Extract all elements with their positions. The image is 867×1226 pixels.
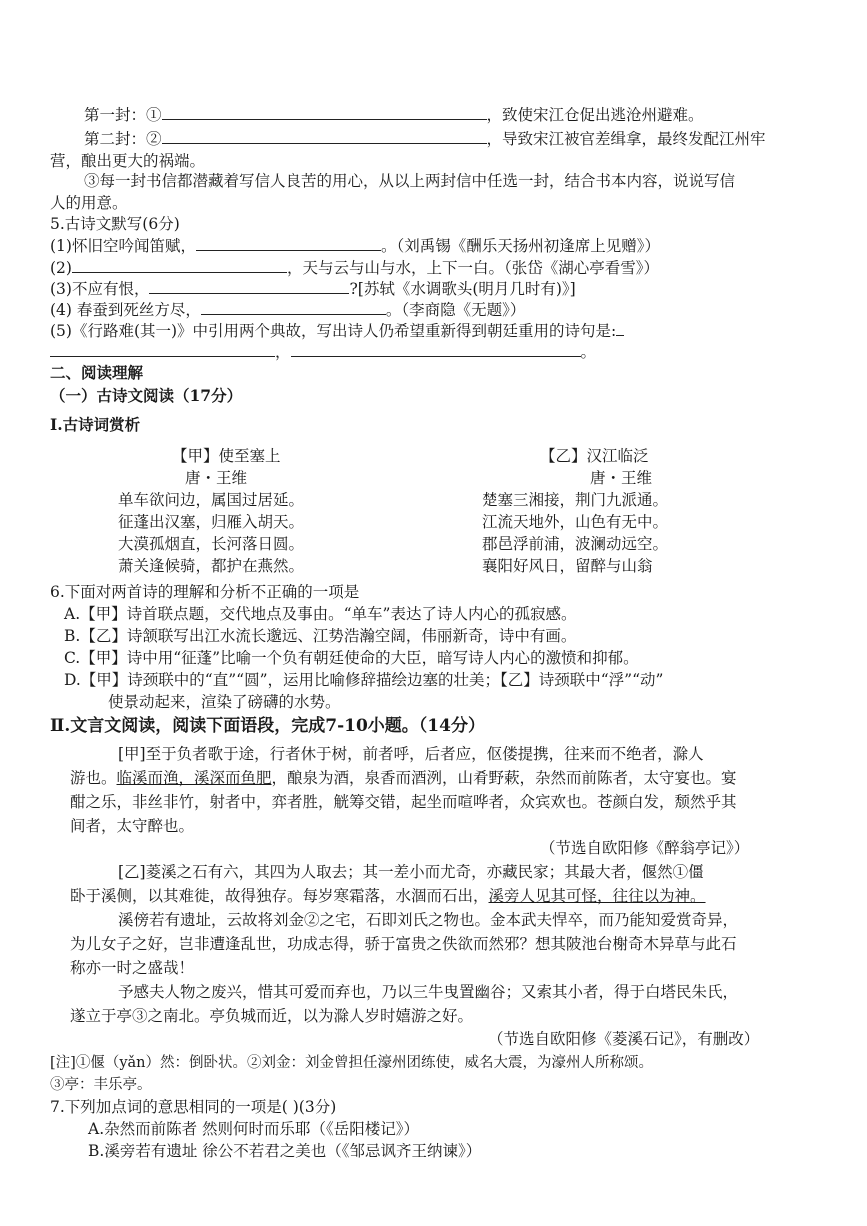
passage-yi-line: 称亦一时之盛哉！ <box>70 959 195 977</box>
letter2-line <box>84 127 766 150</box>
poem-yi-line: 郡邑浮前浦，波澜动远空。 <box>482 535 669 553</box>
section2-title: 二、阅读理解 <box>50 363 144 382</box>
passage-yi-source: （节选自欧阳修《菱溪石记》，有删改） <box>488 1030 760 1048</box>
notes-line: ③亭：丰乐亭。 <box>50 1077 152 1093</box>
poem-yi-line: 楚塞三湘接，荆门九派通。 <box>482 491 669 509</box>
passage-jia-line: [甲]至于负者歌于途，行者休于树，前者呼，后者应，伛偻提携，往来而不绝者，滁人 <box>118 745 704 763</box>
q5-item2 <box>50 256 659 279</box>
q5-item5-blank1[interactable] <box>50 340 275 357</box>
letter1-answer-blank[interactable] <box>162 103 487 120</box>
poem-yi-line: 襄阳好风日，留醉与山翁 <box>482 557 653 575</box>
poem-yi-title: 【乙】汉江临泛 <box>540 447 649 465</box>
q5-item5-end: 。 <box>580 343 597 361</box>
q5-item4-blank[interactable] <box>201 298 386 315</box>
q5-item3-blank[interactable] <box>149 277 349 294</box>
passage-jia-text: ，酿泉为酒，泉香而酒洌，山肴野蔌，杂然而前陈者，太守宴也。宴 <box>271 769 737 787</box>
q5-item3 <box>50 277 576 300</box>
passage-jia-line: 间者，太守醉也。 <box>70 817 195 835</box>
poem-jia-author: 唐・王维 <box>185 469 248 487</box>
poem-yi-line: 江流天地外，山色有无中。 <box>482 513 669 531</box>
q6-option-c[interactable]: C.【甲】诗中用“征蓬”比喻一个负有朝廷使命的大臣，暗写诗人内心的激愤和抑郁。 <box>64 649 639 667</box>
q6-stem: 6.下面对两首诗的理解和分析不正确的一项是 <box>50 583 360 601</box>
q6-option-d[interactable]: D.【甲】诗颈联中的“直”“圆”，运用比喻修辞描绘边塞的壮美；【乙】诗颈联中“浮”“动” <box>64 671 664 689</box>
q5-item5-separator: ， <box>275 343 291 361</box>
q7-option-b[interactable]: B.溪旁若有遗址 徐公不若君之美也（《邹忌讽齐王纳谏》） <box>88 1142 482 1160</box>
q5-item1-text: (1)怀旧空吟闻笛赋， <box>50 237 196 255</box>
poem-jia-line: 大漠孤烟直，长河落日圆。 <box>118 535 305 553</box>
q5-item5-line1 <box>50 319 624 342</box>
q4-item3-line1: ③每一封书信都潜藏着写信人良苦的用心，从以上两封信中任选一封，结合书本内容，说说写信 <box>84 172 736 190</box>
letter1-line <box>84 103 704 126</box>
letter1-prefix: 第一封：① <box>84 106 162 124</box>
passage-yi-text: 卧于溪侧，以其难徙，故得独存。每岁寒霜落，水涸而石出， <box>70 887 489 905</box>
passage-jia-line <box>70 767 737 789</box>
passage-yi-line <box>70 885 706 907</box>
passage-yi-line: [乙]菱溪之石有六，其四为人取去；其一差小而尤奇，亦藏民家；其最大者，偃然①僵 <box>118 863 704 881</box>
q5-item3-text: (3)不应有恨， <box>50 280 150 298</box>
letter2-prefix: 第二封：② <box>84 130 162 148</box>
q5-item3-source: ?[苏轼《水调歌头(明月几时有)》] <box>349 280 576 298</box>
letter2-continuation: 营，酿出更大的祸端。 <box>50 152 206 170</box>
q5-title: 5.古诗文默写(6分) <box>50 215 180 233</box>
poem-jia-line: 单车欲问边，属国过居延。 <box>118 491 305 509</box>
letter2-suffix: ，导致宋江被官差缉拿，最终发配江州牢 <box>486 130 766 148</box>
poem-jia-line: 萧关逢候骑，都护在燕然。 <box>118 557 305 575</box>
passage-yi-line: 为儿女子之好，岂非遭逢乱世，功成志得，骄于富贵之佚欲而然邪？想其陂池台榭奇木异草与此石 <box>70 935 737 953</box>
passage-jia-line: 酣之乐，非丝非竹，射者中，弈者胜，觥筹交错，起坐而喧哗者，众宾欢也。苍颜白发，颓然乎其 <box>70 793 737 811</box>
section2-part1: Ⅰ.古诗词赏析 <box>50 415 141 434</box>
q5-item2-num: (2) <box>50 259 72 277</box>
part2-title: Ⅱ.文言文阅读，阅读下面语段，完成7-10小题。（14分） <box>50 716 485 736</box>
passage-jia-text: 游也。 <box>70 769 117 787</box>
q5-item5-blank2[interactable] <box>291 340 581 357</box>
q7-stem: 7.下列加点词的意思相同的一项是( )(3分) <box>50 1098 337 1116</box>
q5-item1-blank[interactable] <box>196 234 381 251</box>
passage-yi-line: 予感夫人物之废兴，惜其可爱而弃也，乃以三牛曳置幽谷；又索其小者，得于白塔民朱氏， <box>118 983 739 1001</box>
letter2-answer-blank[interactable] <box>162 127 487 144</box>
letter1-suffix: ，致使宋江仓促出逃沧州避难。 <box>486 106 704 124</box>
passage-yi-line: 溪傍若有遗址，云故将刘金②之宅，石即刘氏之物也。金本武夫悍卒，而乃能知爱赏奇异， <box>118 911 739 929</box>
poem-jia-title: 【甲】使至塞上 <box>172 447 281 465</box>
q5-item2-text: ，天与云与山与水，上下一白。（张岱《湖心亭看雪》） <box>286 259 659 277</box>
poem-yi-author: 唐・王维 <box>590 469 653 487</box>
q5-item5-line2 <box>50 340 596 363</box>
passage-yi-line: 遂立于亭③之南北。亭负城而近，以为滁人岁时嬉游之好。 <box>70 1007 474 1025</box>
q4-item3-line2: 人的用意。 <box>50 194 128 212</box>
q5-item4 <box>50 298 525 321</box>
q5-item1 <box>50 234 660 257</box>
q5-item1-source: 。（刘禹锡《酬乐天扬州初逢席上见赠》） <box>380 237 660 255</box>
q7-option-a[interactable]: A.杂然而前陈者 然则何时而乐耶（《岳阳楼记》） <box>88 1120 420 1138</box>
q5-item5-blank-start[interactable] <box>616 319 624 336</box>
q5-item5-text: (5)《行路难(其一)》中引用两个典故，写出诗人仍希望重新得到朝廷重用的诗句是: <box>50 322 617 340</box>
q5-item4-source: 。（李商隐《无题》） <box>385 301 526 319</box>
passage-yi-underlined: 溪旁人见其可怪，往往以为神。 <box>488 887 706 905</box>
q5-item4-text: (4) 春蚕到死丝方尽， <box>50 301 201 319</box>
passage-jia-underlined: 临溪而渔，溪深而鱼肥 <box>116 769 272 787</box>
q6-option-a[interactable]: A.【甲】诗首联点题，交代地点及事由。“单车”表达了诗人内心的孤寂感。 <box>64 605 577 623</box>
passage-jia-source: （节选自欧阳修《醉翁亭记》） <box>540 839 750 857</box>
q6-option-b[interactable]: B.【乙】诗颔联写出江水流长邈远、江势浩瀚空阔，伟丽新奇，诗中有画。 <box>64 627 577 645</box>
q6-option-d-cont: 使景动起来，渲染了磅礴的水势。 <box>108 693 341 711</box>
q5-item2-blank[interactable] <box>72 256 287 273</box>
poem-jia-line: 征蓬出汉塞，归雁入胡天。 <box>118 513 305 531</box>
notes-line: [注]①偃（yǎn）然：倒卧状。②刘金：刘金曾担任濠州团练使，威名大震，为濠州人所称颂。 <box>50 1055 653 1071</box>
section2-sub1: （一）古诗文阅读（17分） <box>50 386 243 405</box>
